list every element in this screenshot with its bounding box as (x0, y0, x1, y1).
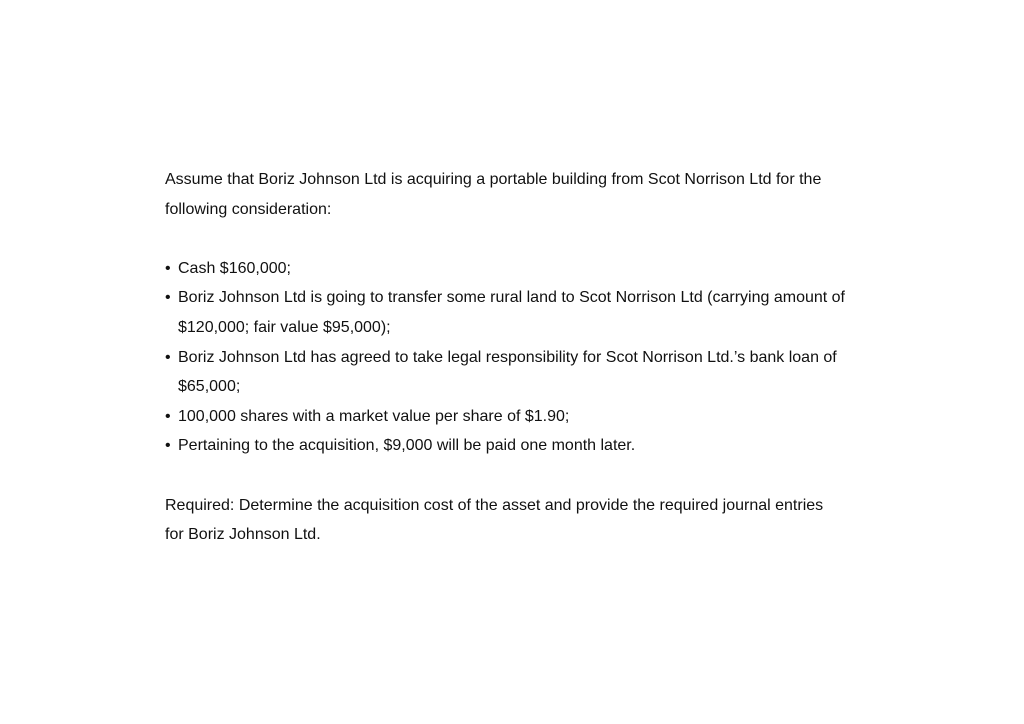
list-item-text: Cash $160,000; (178, 259, 291, 277)
bullet-icon: • (165, 437, 171, 455)
bullet-icon: • (165, 348, 171, 366)
required-paragraph: Required: Determine the acquisition cost of the asset and provide the required journal entries for Boriz Johnson Ltd. (165, 496, 824, 544)
list-item (165, 254, 845, 284)
list-item-text: 100,000 shares with a market value per share of $1.90; (178, 407, 570, 425)
bullet-icon: • (165, 407, 171, 425)
list-item (165, 343, 845, 402)
list-item-text: Pertaining to the acquisition, $9,000 will be paid one month later. (178, 437, 636, 455)
document-body (165, 165, 845, 550)
list-item-text: Boriz Johnson Ltd has agreed to take legal responsibility for Scot Norrison Ltd.’s bank loan of $65,000; (178, 348, 837, 396)
list-item (165, 431, 845, 461)
list-item (165, 283, 845, 342)
consideration-list (165, 254, 845, 461)
bullet-icon: • (165, 289, 171, 307)
list-item (165, 402, 845, 432)
list-item-text: Boriz Johnson Ltd is going to transfer some rural land to Scot Norrison Ltd (carrying amount of $120,000; fair value $95,000); (178, 289, 845, 336)
intro-paragraph: Assume that Boriz Johnson Ltd is acquiring a portable building from Scot Norrison Ltd for the following consideration: (165, 171, 822, 218)
bullet-icon: • (165, 259, 171, 277)
